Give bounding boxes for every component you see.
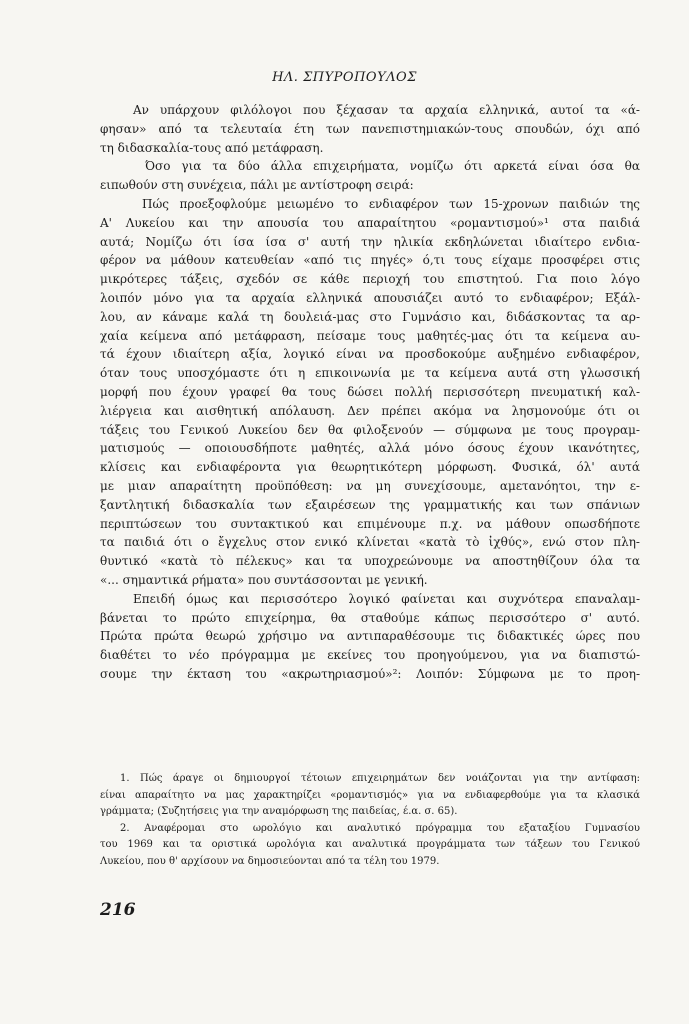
footnote-line: του 1969 και τα οριστικά ωρολόγια και αναλυτικά προγράμματα των τάξεων του Γενικού (100, 839, 640, 851)
body-line: Πρώτα πρώτα θεωρώ χρήσιμο να αντιπαραθέσουμε τις διδακτικές ώρες που (100, 629, 640, 644)
footnote-line: γράμματα; (Συζητήσεις για την αναμόρφωση της παιδείας, έ.α. σ. 65). (100, 806, 458, 818)
body-line: λοιπόν μόνο για τα αρχαία ελληνικά απουσιάζει αυτό το ενδιαφέρον; Εξάλ- (100, 290, 640, 305)
body-line: τά έχουν ιδιαίτερη αξία, λογικό είναι να προσδοκούμε αυξημένο ενδιαφέρον, (100, 347, 640, 362)
body-line: λου, αν κάναμε καλά τη δουλειά-μας στο Γυμνάσιο και, διδάσκοντας τα αρ- (100, 309, 640, 324)
body-line: περιπτώσεων του συντακτικού και επιμένουμε π.χ. να μάθουν οπωσδήποτε (100, 516, 640, 531)
body-line: θυντικό «κατὰ τὸ πέλεκυς» και τα υποχρεώνουμε να αποστηθίζουν όλα τα (100, 554, 640, 569)
body-line: ματισμούς — οποιουσδήποτε μαθητές, αλλά μόνο όσους έχουν ικανότητες, (100, 441, 640, 456)
body-line: χαία κείμενα από μετάφραση, πείσαμε τους μαθητές-μας ότι τα κείμενα αυ- (100, 328, 640, 343)
body-line: τη διδασκαλία-τους από μετάφραση. (100, 140, 324, 155)
body-line: τάξεις του Γενικού Λυκείου δεν θα φιλοξενούν — σύμφωνα με τους προγραμ- (100, 422, 640, 437)
body-line: διαθέτει το νέο πρόγραμμα με εκείνες του προηγούμενου, για να διαπιστώ- (100, 648, 640, 663)
body-line: φησαν» από τα τελευταία έτη των πανεπιστημιακών-τους σπουδών, όχι από (100, 121, 640, 136)
body-line: Όσο για τα δύο άλλα επιχειρήματα, νομίζω ότι αρκετά είναι όσα θα (145, 159, 640, 174)
running-header: ΗΛ. ΣΠΥΡΟΠΟΥΛΟΣ (272, 70, 417, 85)
body-line: «... σημαντικά ρήματα» που συντάσσονται με γενική. (100, 572, 428, 587)
body-line: Πώς προεξοφλούμε μειωμένο το ενδιαφέρον των 15-χρονων παιδιών της (142, 196, 640, 211)
body-line: αυτά; Νομίζω ότι ίσα ίσα σ' αυτή την ηλικία εκδηλώνεται ιδιαίτερο ενδια- (100, 234, 640, 249)
footnote-line: Λυκείου, που θ' αρχίσουν να δημοσιεύονται από τα τέλη του 1979. (100, 855, 440, 867)
body-line: βάνεται το πρώτο επιχείρημα, θα σταθούμε κάπως περισσότερο σ' αυτό. (100, 610, 640, 625)
body-line: Α' Λυκείου και την απουσία του απαραίτητου «ρομαντισμού»¹ στα παιδιά (100, 215, 640, 230)
footnotes (100, 771, 640, 871)
body-line: μικρότερες τάξεις, σχεδόν σε κάθε περιοχή του επιστητού. Για ποιο λόγο (100, 272, 640, 287)
footnote-line: είναι απαραίτητο να μας χαρακτηρίζει «ρομαντισμός» για να ενδιαφερθούμε για τα κλασικά (100, 789, 640, 801)
body-line: Επειδή όμως και περισσότερο λογικό φαίνεται και συχνότερα επαναλαμ- (133, 591, 640, 606)
body-line: τα παιδιά ότι ο ἔγχελυς στον ενικό κλίνεται «κατὰ τὸ ἰχθύς», ενώ στον πλη- (100, 535, 640, 550)
page-number: 216 (100, 900, 136, 920)
footnote-line: 1. Πώς άραγε οι δημιουργοί τέτοιων επιχειρημάτων δεν νοιάζονται για την αντίφαση: (120, 773, 640, 784)
body-line: όταν τους υποσχόμαστε ότι η επικοινωνία με τα κείμενα αυτά στη γλωσσική (100, 366, 640, 381)
body-line: σουμε την έκταση του «ακρωτηριασμού»²: Λοιπόν: Σύμφωνα με το προη- (100, 666, 640, 681)
body-line: Αν υπάρχουν φιλόλογοι που ξέχασαν τα αρχαία ελληνικά, αυτοί τα «ά- (133, 103, 640, 117)
body-line: λιέργεια και αισθητική απόλαυση. Δεν πρέπει ακόμα να λησμονούμε ότι οι (100, 403, 640, 418)
body-line: ειπωθούν στη συνέχεια, πάλι με αντίστροφη σειρά: (100, 178, 414, 193)
body-line: κλίσεις και ενδιαφέροντα για θεωρητικότερη μόρφωση. Φυσικά, όλ' αυτά (100, 460, 640, 475)
body-line: με μιαν απαραίτητη προϋπόθεση: να μη συνεχίσουμε, αμετανόητοι, την ε- (100, 478, 640, 493)
body-text (100, 101, 640, 684)
body-line: μορφή που έχουν γραφεί θα τους δώσει πολλή περισσότερη πνευματική καλ- (100, 384, 640, 399)
body-line: φέρον να μάθουν κατευθείαν «από τις πηγές» ό,τι τους είχαμε προσφέρει στις (100, 253, 640, 268)
body-line: ξαντλητική διδασκαλία των εξαιρέσεων της γραμματικής και των σπάνιων (100, 497, 640, 512)
footnote-line: 2. Αναφέρομαι στο ωρολόγιο και αναλυτικό πρόγραμμα του εξαταξίου Γυμνασίου (120, 822, 640, 834)
